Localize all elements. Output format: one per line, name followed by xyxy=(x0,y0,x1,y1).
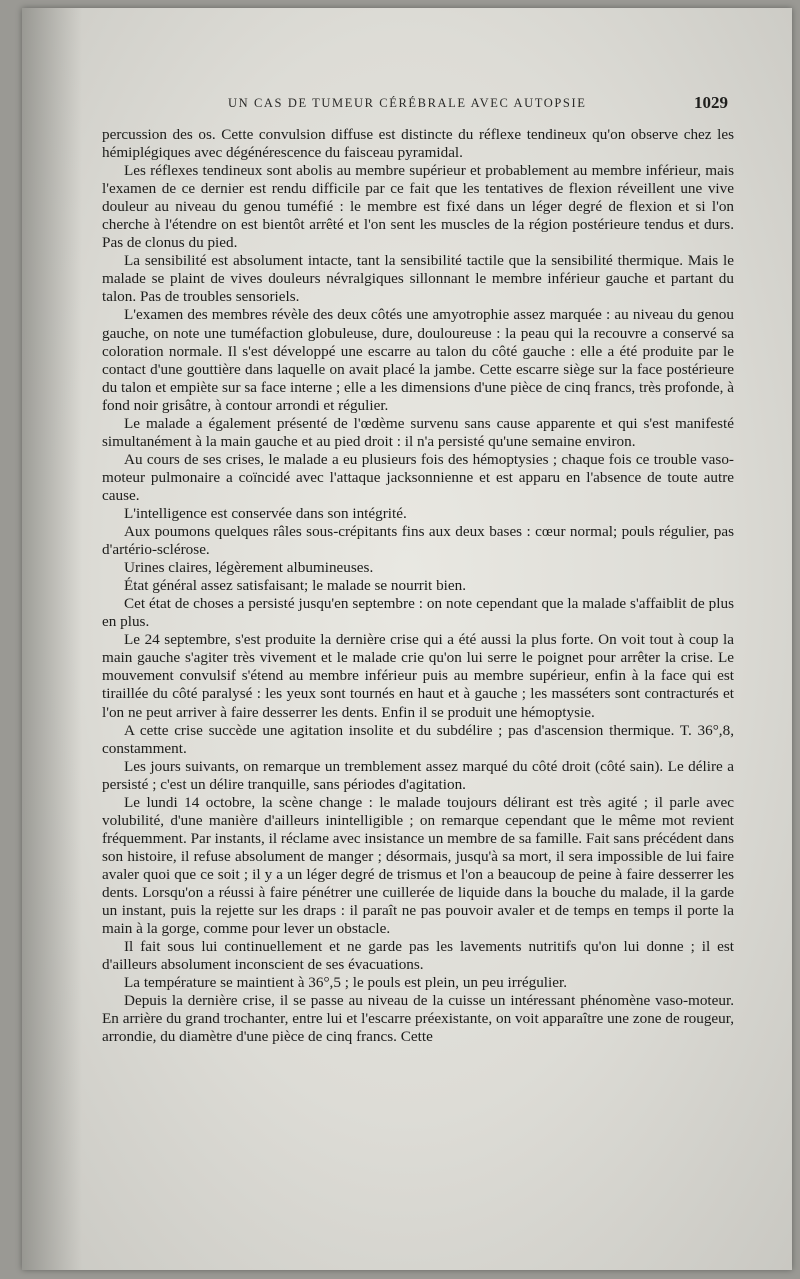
scanned-page xyxy=(22,8,792,1270)
paragraph: Depuis la dernière crise, il se passe au niveau de la cuisse un intéressant phénomène vaso-moteur. En arrière du grand trochanter, entre lui et l'escarre préexistante, on voit apparaître une zone de rougeur, arrondie, du diamètre d'une pièce de cinq francs. Cette xyxy=(102,992,734,1046)
paragraph: Le 24 septembre, s'est produite la dernière crise qui a été aussi la plus forte. On voit tout à coup la main gauche s'agiter très vivement et le malade crie qu'on lui serre le poignet pour arrêter la crise. Le mouvement convulsif s'étend au membre inférieur puis au membre supérieur, enfin à la face qui est tiraillée du côté paralysé : les yeux sont tournés en haut et à gauche ; les masséters sont contracturés et l'on ne peut arriver à faire desserrer les dents. Enfin il se produit une hémoptysie. xyxy=(102,631,734,721)
paragraph: Les réflexes tendineux sont abolis au membre supérieur et probablement au membre inférieur, mais l'examen de ce dernier est rendu difficile par ce fait que les tentatives de flexion réveillent une vive douleur au niveau du genou tuméfié : le membre est fixé dans un léger degré de flexion et si l'on cherche à l'étendre on est bientôt arrêté et l'on sent les muscles de la région postérieure tendus et durs. Pas de clonus du pied. xyxy=(102,162,734,252)
paragraph: Cet état de choses a persisté jusqu'en septembre : on note cependant que la malade s'affaiblit de plus en plus. xyxy=(102,595,734,631)
paragraph: La sensibilité est absolument intacte, tant la sensibilité tactile que la sensibilité thermique. Mais le malade se plaint de vives douleurs névralgiques sillonnant le membre inférieur gauche et partant du talon. Pas de troubles sensoriels. xyxy=(102,252,734,306)
body-text xyxy=(102,126,734,1046)
paragraph: A cette crise succède une agitation insolite et du subdélire ; pas d'ascension thermique. T. 36°,8, constamment. xyxy=(102,721,734,757)
paragraph: Il fait sous lui continuellement et ne garde pas les lavements nutritifs qu'on lui donne ; il est d'ailleurs absolument inconscient de ses évacuations. xyxy=(102,938,734,974)
paragraph: État général assez satisfaisant; le malade se nourrit bien. xyxy=(124,577,467,595)
page-number: 1029 xyxy=(694,93,728,112)
running-title: UN CAS DE TUMEUR CÉRÉBRALE AVEC AUTOPSIE xyxy=(228,96,587,110)
page-header xyxy=(102,93,728,117)
paragraph: Les jours suivants, on remarque un tremblement assez marqué du côté droit (côté sain). Le délire a persisté ; c'est un délire tranquille, sans périodes d'agitation. xyxy=(102,757,734,793)
paragraph: L'intelligence est conservée dans son intégrité. xyxy=(124,504,407,522)
paragraph: La température se maintient à 36°,5 ; le pouls est plein, un peu irrégulier. xyxy=(124,974,568,992)
paragraph: Aux poumons quelques râles sous-crépitants fins aux deux bases : cœur normal; pouls régulier, pas d'artério-sclérose. xyxy=(102,523,734,559)
paragraph: L'examen des membres révèle des deux côtés une amyotrophie assez marquée : au niveau du genou gauche, on note une tuméfaction globuleuse, dure, douloureuse : la peau qui la recouvre a conservé sa coloration normale. Il s'est développé une escarre au talon du côté gauche : elle a été produite par le contact d'une gouttière dans laquelle on avait placé la jambe. Cette escarre siège sur la face postérieure du talon et empiète sur sa face interne ; elle a les dimensions d'une pièce de cinq francs, très profonde, à fond noir grisâtre, à contour arrondi et régulier. xyxy=(102,306,734,414)
paragraph: Urines claires, légèrement albumineuses. xyxy=(124,559,374,577)
paragraph: percussion des os. Cette convulsion diffuse est distincte du réflexe tendineux qu'on observe chez les hémiplégiques avec dégénérescence du faisceau pyramidal. xyxy=(102,126,734,162)
paragraph: Le lundi 14 octobre, la scène change : le malade toujours délirant est très agité ; il parle avec volubilité, d'une manière d'ailleurs inintelligible ; on remarque cependant que le même mot revient fréquemment. Par instants, il réclame avec insistance un membre de sa famille. Fait sans précédent dans son histoire, il refuse absolument de manger ; désormais, jusqu'à sa mort, il sera impossible de lui faire avaler quoi que ce soit ; il y a un léger degré de trismus et l'on a beaucoup de peine à faire desserrer les dents. Lorsqu'on a réussi à faire pénétrer une cuillerée de liquide dans la bouche du malade, il la garde un instant, puis la rejette sur les draps : il paraît ne pas pouvoir avaler et de temps en temps il porte la main à la gorge, comme pour lever un obstacle. xyxy=(102,793,734,938)
paragraph: Le malade a également présenté de l'œdème survenu sans cause apparente et qui s'est manifesté simultanément à la main gauche et au pied droit : il n'a persisté qu'une semaine environ. xyxy=(102,414,734,450)
paragraph: Au cours de ses crises, le malade a eu plusieurs fois des hémoptysies ; chaque fois ce trouble vaso-moteur pulmonaire a coïncidé avec l'attaque jacksonnienne et est apparu en l'absence de toute autre cause. xyxy=(102,450,734,504)
binding-gutter-shadow xyxy=(22,8,82,1270)
